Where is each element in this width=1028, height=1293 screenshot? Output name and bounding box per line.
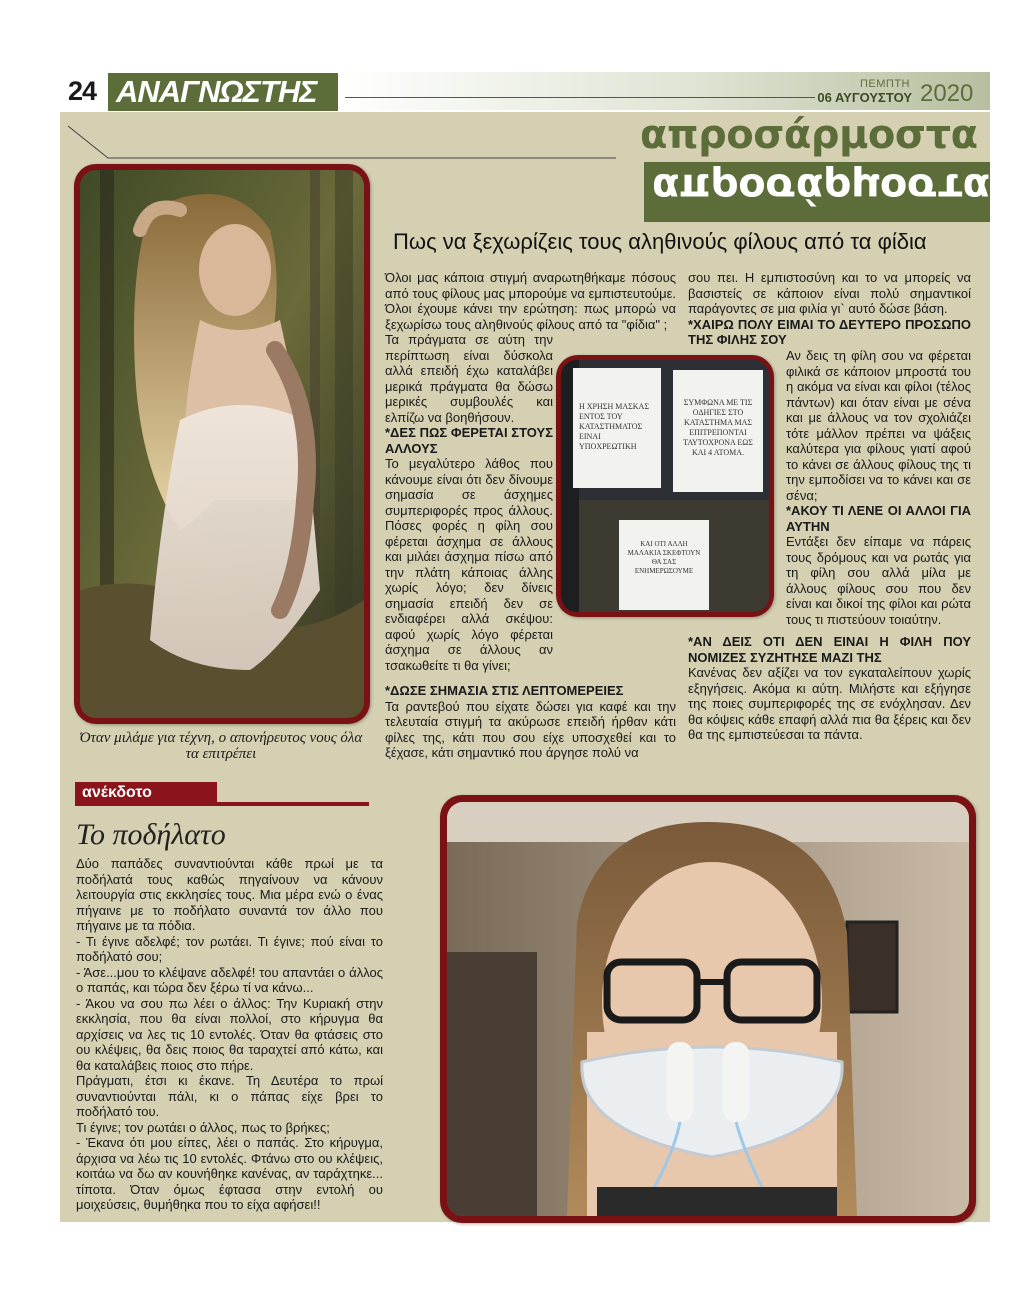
photo-frame-signs [556,355,774,617]
article-paragraph: Το μεγαλύτερο λάθος που κάνουμε είναι ότι δεν δίνουμε σημασία σε άσχημες συμπεριφορές προς άλλους. Πόσες φορές η φίλη σου φέρεται άσχημα σε άλλους και μιλάει άσχημα πίσω από την πλάτη κάποιας άλλης χωρίς λόγο; δεν δίνεις σημασία επειδή δεν σε ενδιαφέρει αλλά σκέψου: αφού χωρίς λόγο φέρεται άσχημα σε άλλους αν τσακωθείτε τι θα γίνει; [385,456,553,673]
photo-woman-forest [80,170,364,718]
article-paragraph: Όλοι μας κάποια στιγμή αναρωτηθήκαμε πόσους από τους φίλους μας μπορούμε να εμπιστευτούμε. Όλοι έχουμε κάνει την ερώτηση: πως μπορώ να ξεχωρίσω τους αληθινούς φίλους από τα "φίδια" ; [385,270,676,332]
article-column-2-top [688,270,971,348]
anekdoto-paragraph: Πράγματι, έτσι κι έκανε. Τη Δευτέρα το πρωί συναντιούνται πάλι, κι ο πάπας είχε βρει το ποδήλατό του. [76,1073,383,1119]
article-paragraph: Τα ραντεβού που είχατε δώσει για καφέ και την τελευταία στιγμή τα ακύρωσε επειδή ήρθαν κάτι φίλες της, κάτι που σου είχε υποσχεθεί και το ξέχασε, κάτι σημαντικό που άργησε πολύ να [385,698,676,760]
article-subheading: *ΔΕΣ ΠΩΣ ΦΕΡΕΤΑΙ ΣΤΟΥΣ ΑΛΛΟΥΣ [385,425,553,456]
article-subheading: *ΧΑΙΡΩ ΠΟΛΥ ΕΙΜΑΙ ΤΟ ΔΕΥΤΕΡΟ ΠΡΟΣΩΠΟ ΤΗΣ ΦΙΛΗΣ ΣΟΥ [688,316,971,347]
issue-date: 06 ΑΥΓΟΥΣΤΟΥ [817,90,912,105]
anekdoto-paragraph: - Τι έγινε αδελφέ; τον ρωτάει. Τι έγινε; πού είναι το ποδήλατό σου; [76,933,383,964]
issue-day: ΠΕΜΠΤΗ [859,78,910,90]
decorative-diagonal [60,112,620,162]
woman-photo-illustration [80,170,364,718]
article-subheading: *ΔΩΣΕ ΣΗΜΑΣΙΑ ΣΤΙΣ ΛΕΠΤΟΜΕΡΕΙΕΣ [385,683,624,698]
photo-mask-woman [447,802,969,1216]
article-paragraph: Κανένας δεν αξίζει να τον εγκαταλείπουν χωρίς εξηγήσεις. Ακόμα κι αύτη. Μιλήστε και εξήγησε της ποιες συμπεριφορές της σε ενόχλησαν. Δεν θα κόψεις κάθε επαφή αλλά πια θα ξέρεις και δεν θα της εμπιστεύεσαι τα πάντα. [688,665,971,742]
anekdoto-paragraph: Τι έγινε; τον ρωτάει ο άλλος, πως το βρήκες; [76,1119,330,1135]
publication-name: ΑΝΑΓΝΩΣΤΗΣ [116,74,317,109]
anekdoto-paragraph: - Άσε...μου το κλέψανε αδελφέ! του απαντάει ο άλλος ο παπάς, και τώρα δεν ξέρω τί να κάνω... [76,964,383,995]
anekdoto-label: ανέκδοτο [82,784,152,801]
article-paragraph: Τα πράγματα σε αύτη την περίπτωση είναι δύσκολα αλλά επειδή έχω καταλάβει μερικά πράγματα θα δώσω μερικές συμβουλές και ελπίζω να βοηθήσουν. [385,332,553,425]
article-paragraph: Αν δεις τη φίλη σου να φέρεται φιλικά σε κάποιον μπροστά του η ακόμα να είναι και φίλοι (τέλος πάντων) και όταν είναι με σένα και με άλλους να τον σχολιάζει τότε μάλλον πρέπει να ψάξεις καλύτερα για φίλους γιατί αφού το κάνει σε άλλους φίλους της τι την εμποδίσει να το κάνει και σε σένα; [786,348,971,503]
article-subheading: *ΑΚΟΥ ΤΙ ΛΕΝΕ ΟΙ ΑΛΛΟΙ ΓΙΑ ΑΥΤΗΝ [786,503,971,534]
article-headline: Πως να ξεχωρίζεις τους αληθινούς φίλους από τα φίδια [393,229,927,254]
photo-signs [561,360,769,612]
page-number: 24 [68,76,97,106]
section-title-reflection: απροσάρμοστα [652,164,990,211]
article-column-1-bottom [385,683,676,761]
anekdoto-title: Το ποδήλατο [76,818,226,851]
sign-max-people: ΣΥΜΦΩΝΑ ΜΕ ΤΙΣ ΟΔΗΓΙΕΣ ΣΤΟ ΚΑΤΑΣΤΗΜΑ ΜΑΣ ΕΠΙΤΡΕΠΟΝΤΑΙ ΤΑΥΤΟΧΡΟΝΑ ΕΩΣ ΚΑΙ 4 ΑΤΟΜΑ. [673,370,763,492]
article-column-2-middle [786,348,971,627]
sign-mask-required: Η ΧΡΗΣΗ ΜΑΣΚΑΣ ΕΝΤΟΣ ΤΟΥ ΚΑΤΑΣΤΗΜΑΤΟΣ ΕΙΝΑΙ ΥΠΟΧΡΕΩΤΙΚΗ [573,368,661,488]
photo-frame-mask-woman [440,795,976,1223]
issue-year: 2020 [920,80,974,107]
anekdoto-body [76,856,383,1213]
sign-updates: ΚΑΙ ΟΤΙ ΑΛΛΗ ΜΑΛΑΚΙΑ ΣΚΕΦΤΟΥΝ ΘΑ ΣΑΣ ΕΝΗΜΕΡΩΣΟΥΜΕ [619,520,709,610]
anekdoto-paragraph: - Άκου να σου πω λέει ο άλλος: Την Κυριακή στην εκκλησία, που θα είναι πολλοί, στο κήρυγμα θα αρχίσεις να λες τις 10 εντολές. Όταν θα φτάσεις στο ου κλέψεις, θα δεις ποιος θα ταραχτεί από κάτω, και θα καταλάβεις ποιος στο πήρε. [76,995,383,1073]
header-rule [345,97,815,98]
anekdoto-paragraph: - Έκανα ότι μου είπες, λέει ο παπάς. Στο κήρυγμα, άρχισα να λέω τις 10 εντολές. Φτάνω στο ου κλέψεις, κοιτάω να δω αν κουνήθηκε κανένας, αν ταράχτηκε... τίποτα. Όταν όμως έφτασα στην εντολή ου μοιχεύσεις, θυμήθηκα που το είχα αφήσει!! [76,1135,383,1212]
article-subheading: *ΑΝ ΔΕΙΣ ΟΤΙ ΔΕΝ ΕΙΝΑΙ Η ΦΙΛΗ ΠΟΥ ΝΟΜΙΖΕΣ ΣΥΖΗΤΗΣΕ ΜΑΖΙ ΤΗΣ [688,634,971,665]
section-title: απροσάρμοστα [640,112,978,158]
mask-woman-illustration [447,802,969,1216]
article-paragraph: σου πει. Η εμπιστοσύνη και το να μπορείς να βασιστείς σε κάποιον είναι πολύ σημαντικοί παράγοντες σε μια φιλία γι` αυτό δώσε βάση. [688,270,971,316]
photo-frame-woman [74,164,370,724]
anekdoto-paragraph: Δύο παπάδες συναντιούνται κάθε πρωί με τα ποδήλατά τους καθώς πηγαίνουν να κάνουν λειτουργία στις εκκλησίες τους. Μια μέρα ενώ ο ένας πήγαινε με το ποδήλατο συναντά τον άλλο που πήγαινε με τα πόδια. [76,856,383,933]
photo-caption: Όταν μιλάμε για τέχνη, ο απονήρευτος νους όλα τα επιτρέπει [79,730,363,762]
article-paragraph: Εντάξει δεν είπαμε να πάρεις τους δρόμους και να ρωτάς για τη φίλη σου αλλά μίλα με άλλους φίλους σου που δεν είναι και δικοί της φίλοι και ρώτα τους τι πιστεύουν τοιαύτην. [786,534,971,627]
article-column-2-bottom [688,634,971,743]
anekdoto-rule [217,802,369,806]
